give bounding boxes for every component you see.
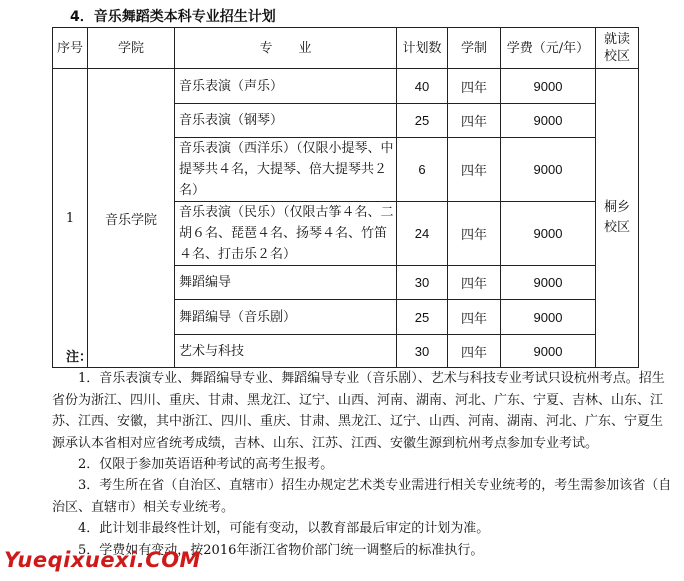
note-item: 1．音乐表演专业、舞蹈编导专业、舞蹈编导专业（音乐剧）、艺术与科技专业考试只设杭州考点。招生省份为浙江、四川、重庆、甘肃、黑龙江、辽宁、山西、河南、湖南、河北、广东、宁夏、吉林、山东、江苏、江西、安徽，其中浙江、四川、重庆、甘肃、黑龙江、辽宁、山西、河南、湖南、河北、广东、宁夏生源承认本省相对应省统考成绩，吉林、山东、江苏、江西、安徽生源到杭州考点参加专业考试。 [52,371,665,451]
notes-heading: 注： [66,350,93,365]
plan-cell: 6 [397,138,448,202]
fee-cell: 9000 [501,138,596,202]
fee-cell: 9000 [501,300,596,335]
section-title: 4．音乐舞蹈类本科专业招生计划 [70,9,276,25]
duration-cell: 四年 [448,266,501,300]
major-cell: 舞蹈编导 [175,266,397,300]
site-watermark: Yueqixuexi.COM [4,548,201,572]
plan-cell: 25 [397,300,448,335]
duration-cell: 四年 [448,138,501,202]
major-cell: 音乐表演（民乐）（仅限古筝４名、二胡６名、琵琶４名、扬琴４名、竹笛４名、打击乐２名） [175,202,397,266]
note-item: 3．考生所在省（自治区、直辖市）招生办规定艺术类专业需进行相关专业统考的，考生需参加该省（自治区、直辖市）相关专业统考。 [52,478,672,515]
fee-cell: 9000 [501,202,596,266]
plan-cell: 40 [397,69,448,104]
major-cell: 音乐表演（钢琴） [175,104,397,138]
notes-section [52,347,672,561]
major-cell: 艺术与科技 [175,335,397,368]
duration-cell: 四年 [448,300,501,335]
fee-cell: 9000 [501,266,596,300]
plan-cell: 24 [397,202,448,266]
duration-cell: 四年 [448,202,501,266]
fee-cell: 9000 [501,69,596,104]
header-plan: 计划数 [397,28,448,69]
plan-cell: 30 [397,266,448,300]
header-campus: 就读校区 [596,28,639,69]
fee-cell: 9000 [501,104,596,138]
header-seq: 序号 [53,28,88,69]
header-fee: 学费（元/年） [501,28,596,69]
major-cell: 音乐表演（西洋乐）（仅限小提琴、中提琴共４名，大提琴、倍大提琴共２名） [175,138,397,202]
duration-cell: 四年 [448,335,501,368]
table-header-row [53,28,639,69]
duration-cell: 四年 [448,69,501,104]
header-duration: 学制 [448,28,501,69]
major-cell: 舞蹈编导（音乐剧） [175,300,397,335]
plan-cell: 30 [397,335,448,368]
seq-cell: 1 [53,69,88,368]
campus-cell: 桐乡校区 [596,69,639,368]
header-major: 专 业 [175,28,397,69]
table-row [53,69,639,104]
note-item: 5．学费如有变动，按2016年浙江省物价部门统一调整后的标准执行。 [78,542,484,558]
duration-cell: 四年 [448,104,501,138]
header-college: 学院 [88,28,175,69]
fee-cell: 9000 [501,335,596,368]
major-cell: 音乐表演（声乐） [175,69,397,104]
college-cell: 音乐学院 [88,69,175,368]
plan-cell: 25 [397,104,448,138]
enrollment-plan-table [52,27,639,368]
note-item: 2．仅限于参加英语语种考试的高考生报考。 [78,457,334,473]
note-item: 4．此计划非最终性计划，可能有变动，以教育部最后审定的计划为准。 [78,521,490,537]
